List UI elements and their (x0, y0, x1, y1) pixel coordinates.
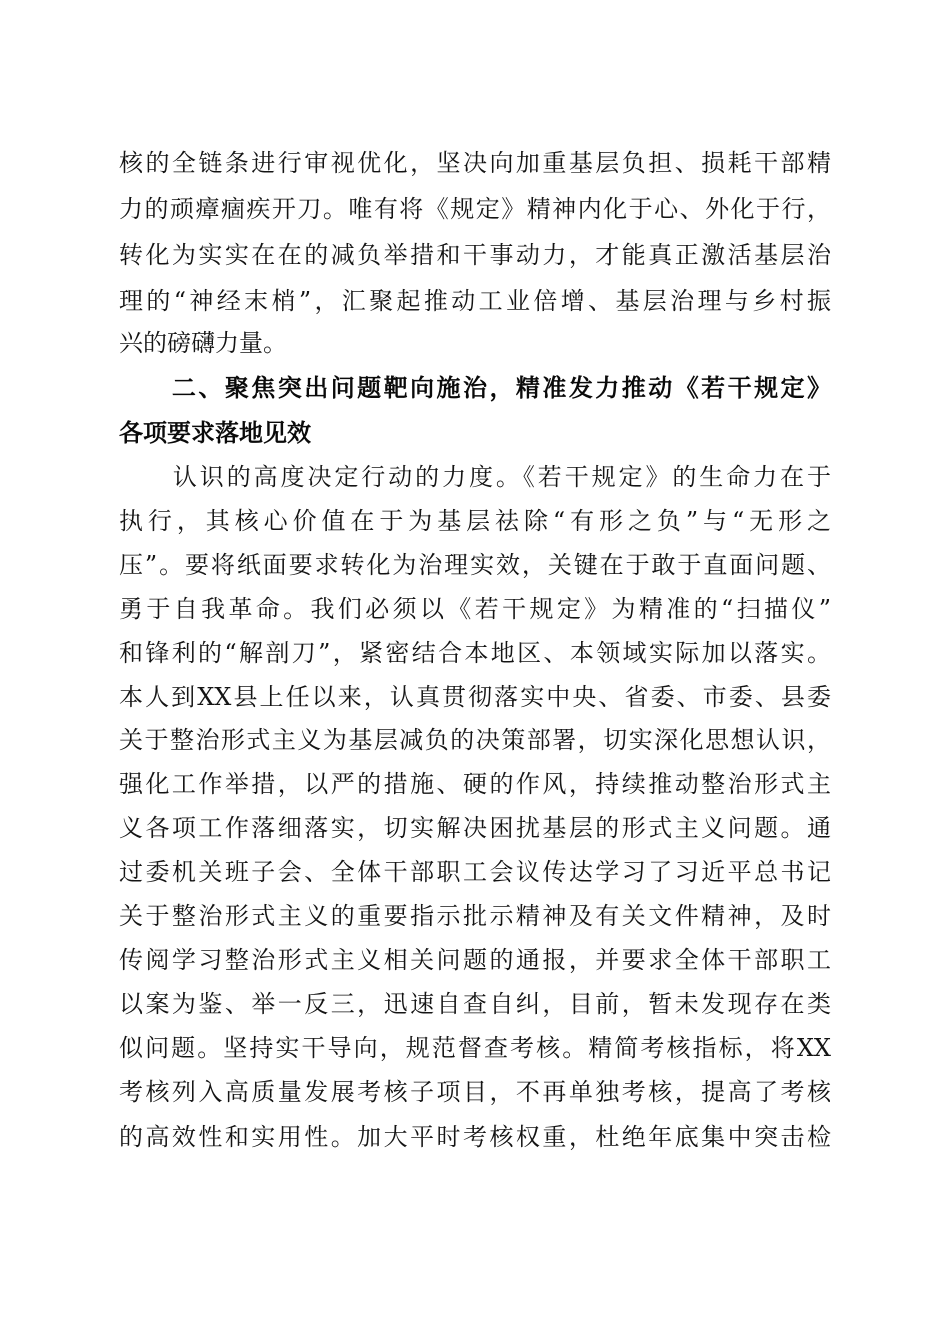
body-text-line: 勇于自我革命。我们必须以《若干规定》为精准的“扫描仪” (119, 595, 831, 623)
body-text-line: 强化工作举措，以严的措施、硬的作风，持续推动整治形式主 (119, 770, 831, 798)
section-heading-line: 各项要求落地见效 (119, 419, 311, 447)
body-text-line: 转化为实实在在的减负举措和干事动力，才能真正激活基层治 (119, 241, 831, 269)
body-text-line: 传阅学习整治形式主义相关问题的通报，并要求全体干部职工 (119, 946, 831, 974)
body-text-line: 本人到XX县上任以来，认真贯彻落实中央、省委、市委、县委 (119, 683, 831, 711)
body-text-line: 考核列入高质量发展考核子项目，不再单独考核，提高了考核 (119, 1078, 831, 1106)
body-text-line: 和锋利的“解剖刀”，紧密结合本地区、本领域实际加以落实。 (119, 639, 831, 667)
body-text-line: 力的顽瘴痼疾开刀。唯有将《规定》精神内化于心、外化于行， (119, 195, 831, 223)
body-text-line: 兴的磅礴力量。 (119, 329, 287, 357)
body-text-line: 关于整治形式主义的重要指示批示精神及有关文件精神，及时 (119, 902, 831, 930)
body-text-line: 执行，其核心价值在于为基层祛除“有形之负”与“无形之 (119, 507, 831, 535)
body-text-line: 似问题。坚持实干导向，规范督查考核。精简考核指标，将XX (119, 1034, 831, 1062)
body-text-line: 义各项工作落细落实，切实解决困扰基层的形式主义问题。通 (119, 814, 831, 842)
body-text-line: 理的“神经末梢”，汇聚起推动工业倍增、基层治理与乡村振 (119, 287, 831, 315)
body-text-line: 以案为鉴、举一反三，迅速自查自纠，目前，暂未发现存在类 (119, 990, 831, 1018)
body-text-line: 核的全链条进行审视优化，坚决向加重基层负担、损耗干部精 (119, 149, 831, 177)
body-text-line: 压”。要将纸面要求转化为治理实效，关键在于敢于直面问题、 (119, 551, 831, 579)
section-heading-line: 二、聚焦突出问题靶向施治，精准发力推动《若干规定》 (119, 374, 831, 402)
body-text-line: 关于整治形式主义为基层减负的决策部署，切实深化思想认识， (119, 726, 831, 754)
body-text-line: 过委机关班子会、全体干部职工会议传达学习了习近平总书记 (119, 858, 831, 886)
body-text-line: 的高效性和实用性。加大平时考核权重，杜绝年底集中突击检 (119, 1123, 831, 1151)
body-text-line: 认识的高度决定行动的力度。《若干规定》的生命力在于 (119, 463, 831, 491)
